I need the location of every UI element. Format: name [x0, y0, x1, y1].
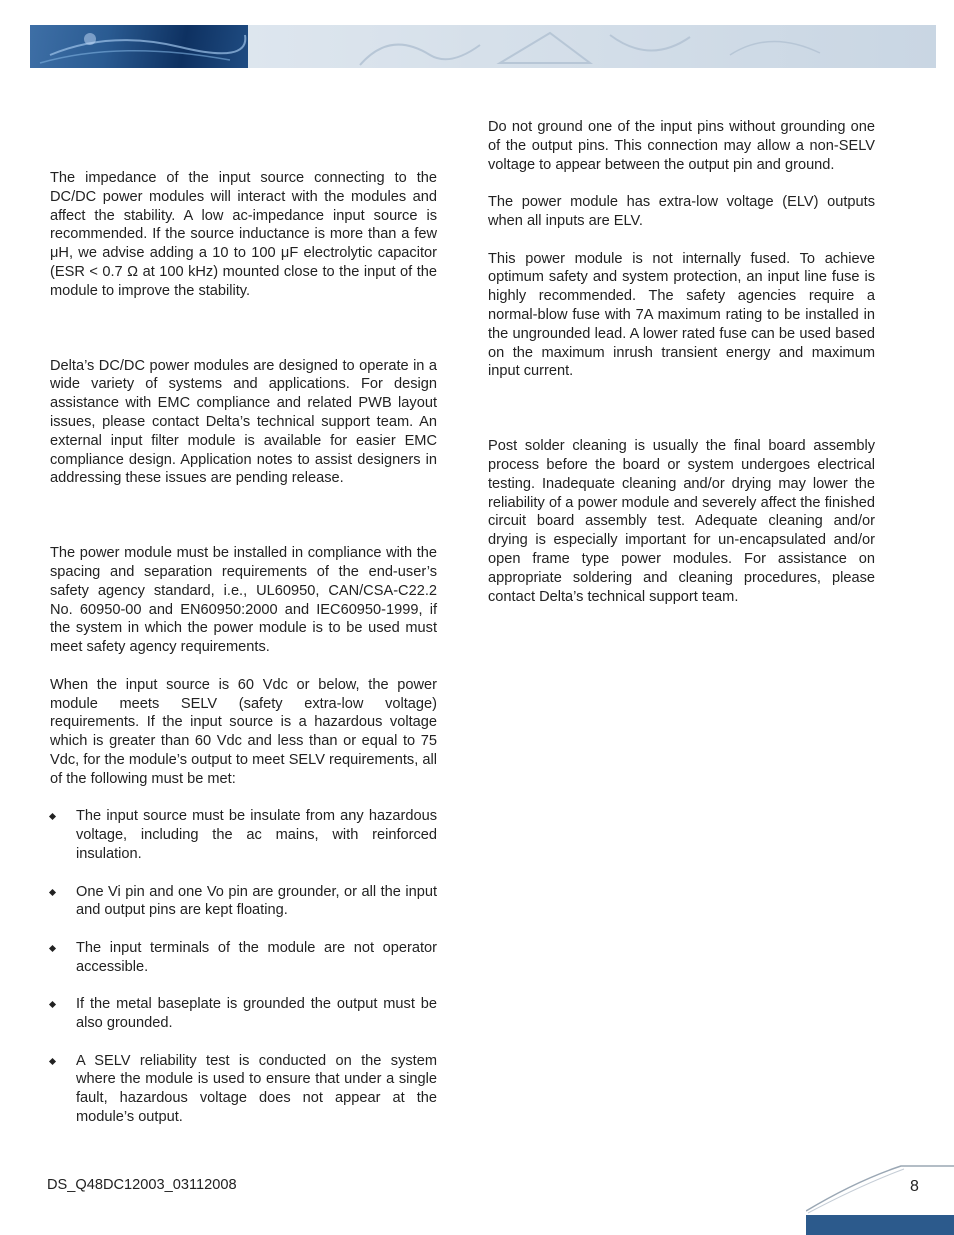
bullet-icon: [49, 1001, 56, 1008]
list-item: The input terminals of the module are not operator accessible.: [50, 939, 437, 977]
right-column: [488, 118, 875, 606]
banner-decoration-icon: [30, 25, 936, 68]
bullet-icon: [49, 813, 56, 820]
selv-requirements-list: [50, 807, 437, 1127]
list-item: A SELV reliability test is conducted on the system where the module is used to ensure that under a single fault, hazardous voltage does not appear at the module’s output.: [50, 1052, 437, 1127]
document-id: DS_Q48DC12003_03112008: [47, 1177, 237, 1193]
fuse-paragraph: This power module is not internally fused. To achieve optimum safety and system protection, an input line fuse is highly recommended. The safety agencies require a normal-blow fuse with 7A maximum rating to be installed in the ungrounded lead. A lower rated fuse can be used based on the maximum inrush transient energy and maximum input current.: [488, 250, 875, 380]
bullet-icon: [49, 945, 56, 952]
bullet-icon: [49, 1058, 56, 1065]
emc-paragraph: Delta’s DC/DC power modules are designed to operate in a wide variety of systems and applications. For design assistance with EMC compliance and related PWB layout issues, please contact Delta’s technical support team. An external input filter module is available for easier EMC compliance design. Application notes to assist designers in addressing these issues are pending release.: [50, 357, 437, 487]
selv-paragraph: When the input source is 60 Vdc or below, the power module meets SELV (safety extra-low voltage) requirements. If the input source is a hazardous voltage which is greater than 60 Vdc and less than or equal to 75 Vdc, for the module’s output to meet SELV requirements, all of the following must be met:: [50, 676, 437, 787]
elv-paragraph: The power module has extra-low voltage (ELV) outputs when all inputs are ELV.: [488, 194, 875, 229]
list-item: If the metal baseplate is grounded the output must be also grounded.: [50, 995, 437, 1033]
input-source-impedance-paragraph: The impedance of the input source connecting to the DC/DC power modules will interact with the modules and affect the stability. A low ac-impedance input source is recommended. If the source inductance is more than a few μH, we advise adding a 10 to 100 μF electrolytic capacitor (ESR < 0.7 Ω at 100 kHz) mounted close to the input of the module to improve the stability.: [50, 170, 437, 299]
left-column: [50, 169, 437, 1127]
page-number: 8: [910, 1178, 919, 1195]
bullet-icon: [49, 888, 56, 895]
list-item: One Vi pin and one Vo pin are grounder, or all the input and output pins are kept floating.: [50, 883, 437, 921]
page-corner-icon: [806, 1163, 954, 1235]
cleaning-paragraph: Post solder cleaning is usually the final board assembly process before the board or system undergoes electrical testing. Inadequate cleaning and/or drying may lower the reliability of a power module and severely affect the finished circuit board assembly test. Adequate cleaning and/or drying is especially important for un-encapsulated and/or open frame type power modules. For assistance on appropriate soldering and cleaning procedures, please contact Delta’s technical support team.: [488, 438, 875, 605]
safety-compliance-paragraph: The power module must be installed in compliance with the spacing and separation requirements of the end-user’s safety agency standard, i.e., UL60950, CAN/CSA-C22.2 No. 60950-00 and EN60950:2000 and IEC60950-1999, if the system in which the power module is to be used must meet safety agency requirements.: [50, 545, 437, 656]
list-item: The input source must be insulate from any hazardous voltage, including the ac mains, with reinforced insulation.: [50, 807, 437, 863]
header-banner: [30, 25, 936, 68]
grounding-paragraph: Do not ground one of the input pins without grounding one of the output pins. This connection may allow a non-SELV voltage to appear between the output pin and ground.: [488, 119, 875, 173]
